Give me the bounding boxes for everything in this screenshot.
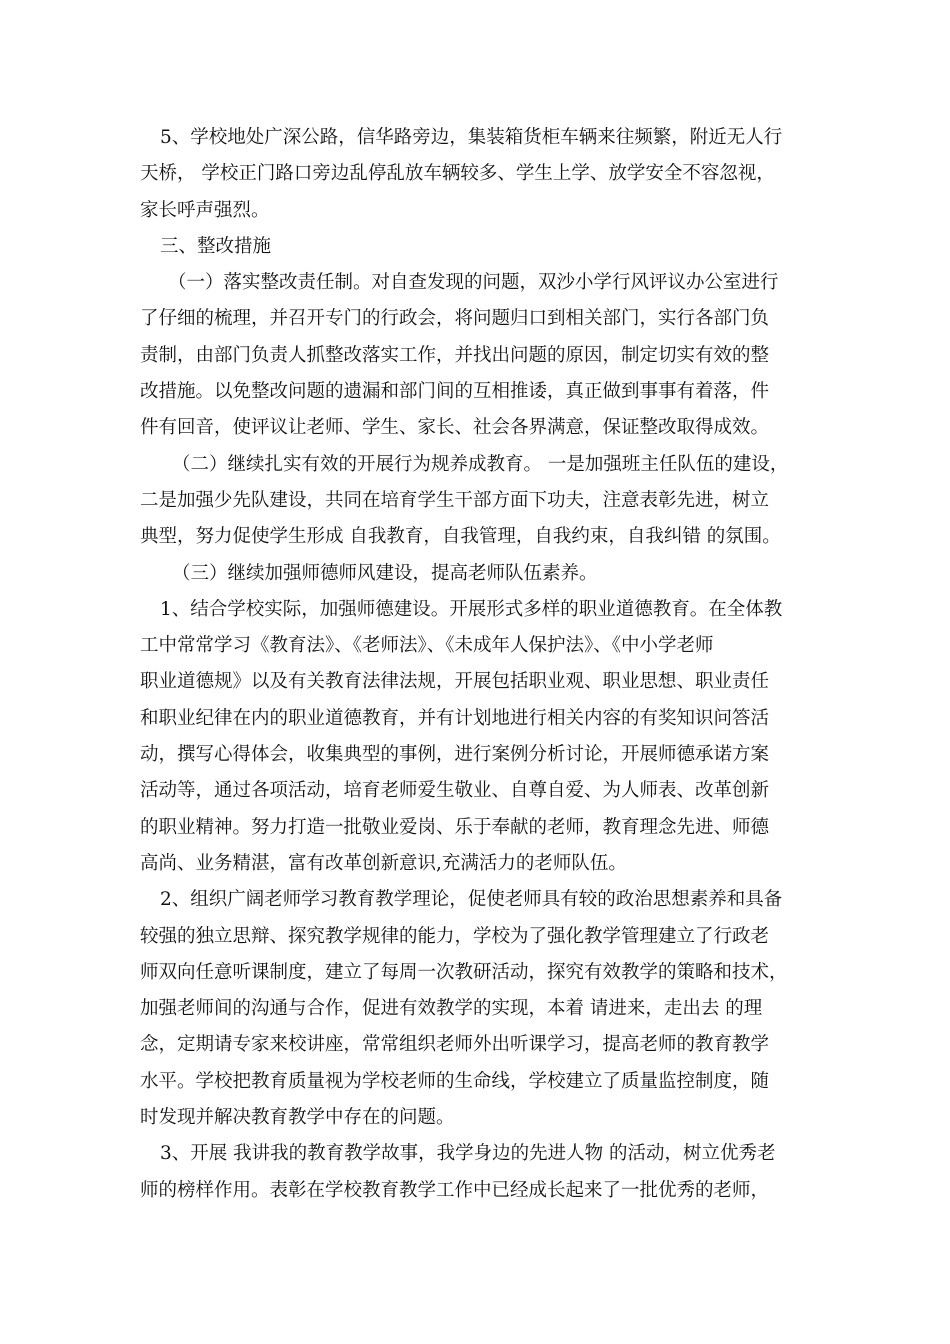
text-line: 职业道德规》以及有关教育法律法规，开展包括职业观、职业思想、职业责任 [140, 671, 770, 693]
text-line: 和职业纪律在内的职业道德教育，并有计划地进行相关内容的有奖知识问答活 [140, 707, 770, 729]
text-line: 师双向任意听课制度，建立了每周一次教研活动，探究有效教学的策略和技术， [140, 961, 788, 983]
text-line: 念，定期请专家来校讲座，常常组织老师外出听课学习，提高老师的教育教学 [140, 1034, 770, 1056]
text-line: （一）落实整改责任制。对自查发现的问题，双沙小学行风评议办公室进行 [168, 272, 779, 294]
text-line: 天桥， 学校正门路口旁边乱停乱放车辆较多、学生上学、放学安全不容忽视， [140, 163, 775, 185]
text-line: 的职业精神。努力打造一批敬业爱岗、乐于奉献的老师，教育理念先进、师德 [140, 816, 770, 838]
text-line: 件有回音，使评议让老师、学生、家长、社会各界满意，保证整改取得成效。 [140, 417, 770, 439]
text-line: 5、学校地处广深公路，信华路旁边，集装箱货柜车辆来往频繁，附近无人行 [160, 127, 783, 148]
text-line: 典型，努力促使学生形成 自我教育，自我管理，自我约束，自我纠错 的氛围。 [140, 526, 781, 548]
text-line: 高尚、业务精湛，富有改革创新意识,充满活力的老师队伍。 [140, 852, 627, 874]
text-line: 加强老师间的沟通与合作，促进有效教学的实现，本着 请进来，走出去 的理 [140, 998, 763, 1020]
text-line: 家长呼声强烈。 [140, 199, 270, 221]
text-line: 责制，由部门负责人抓整改落实工作，并找出问题的原因，制定切实有效的整 [140, 344, 770, 366]
text-line: 了仔细的梳理，并召开专门的行政会，将问题归口到相关部门，实行各部门负 [140, 308, 770, 330]
text-line: （三）继续加强师德师风建设，提高老师队伍素养。 [172, 562, 598, 584]
text-line: 动，撰写心得体会，收集典型的事例，进行案例分析讨论，开展师德承诺方案 [140, 744, 770, 766]
text-line: 3、开展 我讲我的教育教学故事，我学身边的先进人物 的活动，树立优秀老 [160, 1143, 776, 1165]
text-line: 二是加强少先队建设，共同在培育学生干部方面下功夫，注意表彰先进，树立 [140, 489, 770, 511]
text-line: 水平。学校把教育质量视为学校老师的生命线，学校建立了质量监控制度，随 [140, 1070, 770, 1092]
text-line: 1、结合学校实际，加强师德建设。开展形式多样的职业道德教育。在全体教 [160, 598, 783, 620]
document-body [140, 120, 810, 1209]
text-line: 师的榜样作用。表彰在学校教育教学工作中已经成长起来了一批优秀的老师， [140, 1179, 770, 1201]
text-line: 三、整改措施 [160, 235, 272, 257]
text-line: 活动等，通过各项活动，培育老师爱生敬业、自尊自爱、为人师表、改革创新 [140, 780, 770, 802]
text-line: 工中常常学习《教育法》、《老师法》、《未成年人保护法》、《中小学老师 [140, 635, 714, 657]
text-line: 较强的独立思辩、探究教学规律的能力，学校为了强化教学管理建立了行政老 [140, 925, 770, 947]
text-line: 时发现并解决教育教学中存在的问题。 [140, 1107, 455, 1129]
text-line: （二）继续扎实有效的开展行为规养成教育。 一是加强班主任队伍的建设， [172, 453, 789, 475]
text-line: 改措施。以免整改问题的遗漏和部门间的互相推诿，真正做到事事有着落，件 [140, 381, 770, 403]
text-line: 2、组织广阔老师学习教育教学理论，促使老师具有较的政治思想素养和具备 [160, 889, 783, 911]
